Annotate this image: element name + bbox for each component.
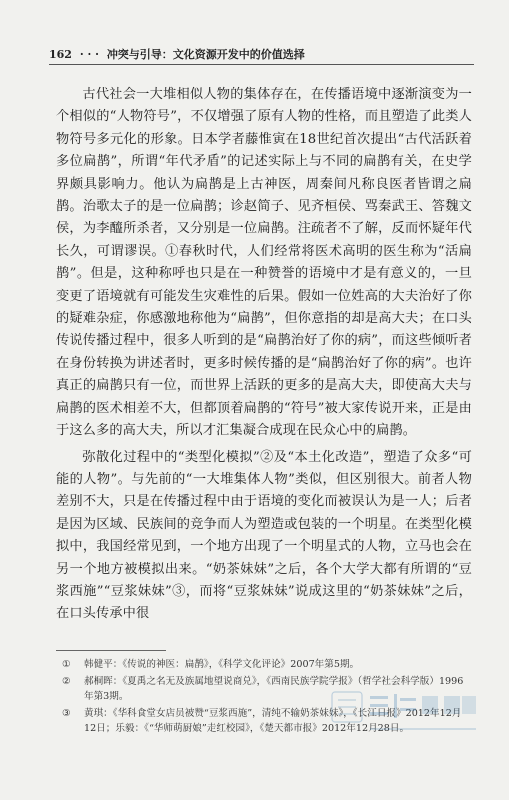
footnote-1 <box>62 657 472 672</box>
header-rule <box>49 64 474 65</box>
book-title: 冲突与引导：文化资源开发中的价值选择 <box>106 48 305 61</box>
footnote-text: 韩健平：《传说的神医：扁鹊》，《科学文化评论》2007年第5期。 <box>84 659 360 670</box>
footnote-mark: ① <box>62 659 71 670</box>
paragraph-2: 弥散化过程中的“类型化模拟”②及“本土化改造”，塑造了众多“可能的人物”。与先前的“一大堆集体人物”类似，但区别很大。前者人物差别不大，只是在传播过程中由于语境的变化而被误认为是一人；后者是因为区域、民族间的竞争而人为塑造或包装的一个明星。在类型化模拟中，我国经常见到，一个地方出现了一个明星式的人物，立马也会在另一个地方被模拟出来。“奶茶妹妹”之后，各个大学大都有所谓的“豆浆西施”“豆浆妹妹”③，而将“豆浆妹妹”说成这里的“奶茶妹妹”之后，在口头传承中很 <box>56 449 472 622</box>
watermark-logo <box>330 688 480 740</box>
watermark-graphic <box>330 688 480 740</box>
body-text <box>56 84 472 626</box>
running-header <box>49 46 481 62</box>
footnote-mark: ③ <box>62 708 71 719</box>
page-number: 162 <box>49 48 72 61</box>
footnote-rule <box>56 650 166 651</box>
header-dots: · · · <box>79 48 99 61</box>
footnote-text: 郝桐晖：《夏禹之名无及族属地望说商兑》，《西南民族学院学报》（哲学社会科学版）1996年第3期。 <box>84 676 464 702</box>
paragraph-1: 古代社会一大堆相似人物的集体存在，在传播语境中逐渐演变为一个相似的“人物符号”，不仅增强了原有人物的性格，而且塑造了此类人物符号多元化的形象。日本学者藤惟寅在18世纪首次提出“古代活跃着多位扁鹊”，所谓“年代矛盾”的记述实际上与不同的扁鹊有关，在史学界颇具影响力。他认为扁鹊是上古神医，周秦间凡称良医者皆谓之扁鹊。治歌太子的是一位扁鹊；诊赵简子、见齐桓侯、骂秦武王、答魏文侯，为李醯所杀者，又分别是一位扁鹊。注疏者不了解，反而怀疑年代长久，可谓谬误。①春秋时代，人们经常将医术高明的医生称为“活扁鹊”。但是，这种称呼也只是在一种赞誉的语境中才是有意义的，一旦变更了语境就有可能发生灾难性的后果。假如一位姓高的大夫治好了你的疑难杂症，你感激地称他为“扁鹊”，但你意指的却是高大夫；在口头传说传播过程中，很多人听到的是“扁鹊治好了你的病”，而这些倾听者在身份转换为讲述者时，更多时候传播的是“扁鹊治好了你的病”。也许真正的扁鹊只有一位，而世界上活跃的更多的是高大夫，即使高大夫与扁鹊的医术相差不大，但都顶着扁鹊的“符号”被大家传说开来，正是由于这么多的高大夫，所以才汇集凝合成现在民众心中的扁鹊。 <box>56 87 472 439</box>
footnote-text: 黄琪：《华科食堂女店员被赞“豆浆西施”，清纯不输奶茶妹妹》，《长江日报》2012年12月12日；乐毅：《“华师萌厨娘”走红校园》，《楚天都市报》2012年12月28日。 <box>84 708 462 734</box>
footnote-mark: ② <box>62 676 71 687</box>
